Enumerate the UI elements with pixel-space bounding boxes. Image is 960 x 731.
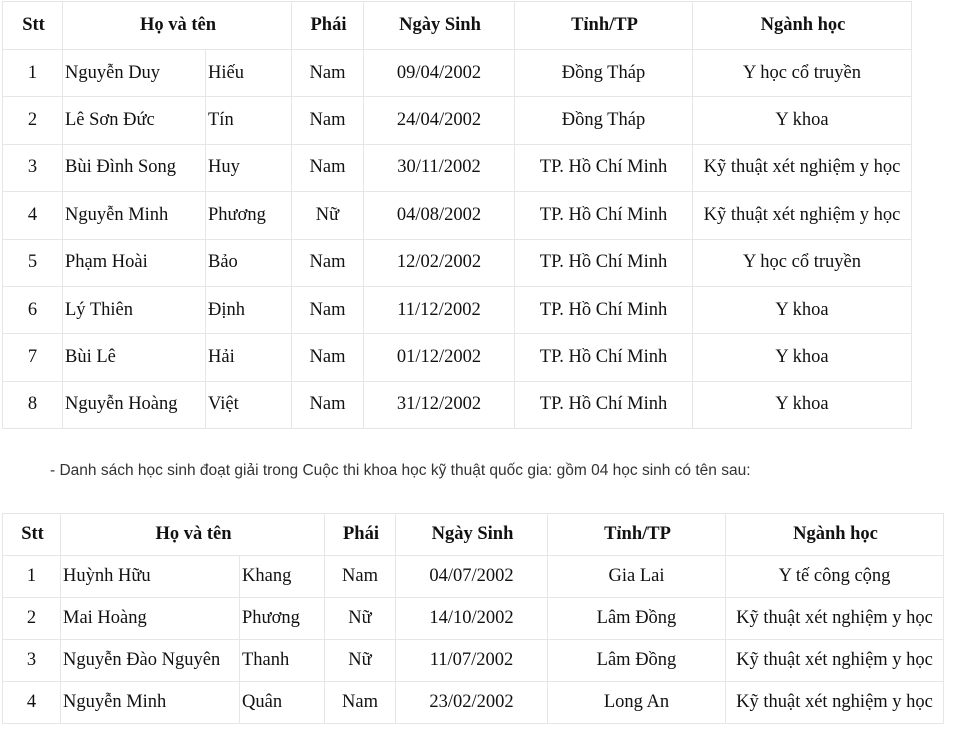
cell-phai: Nam [325,556,396,598]
cell-nganh-hoc: Y khoa [693,381,912,428]
cell-stt: 6 [3,286,63,333]
header-ngay-sinh: Ngày Sinh [364,2,515,50]
cell-phai: Nam [292,50,364,97]
cell-nganh-hoc: Y học cổ truyền [693,50,912,97]
cell-nganh-hoc: Kỹ thuật xét nghiệm y học [726,640,944,682]
cell-tinh-tp: TP. Hồ Chí Minh [515,286,693,333]
cell-nganh-hoc: Kỹ thuật xét nghiệm y học [726,682,944,724]
students-table-1 [2,1,912,429]
cell-stt: 3 [3,144,63,191]
cell-stt: 1 [3,50,63,97]
cell-tinh-tp: Long An [548,682,726,724]
header-nganh-hoc: Ngành học [693,2,912,50]
cell-stt: 4 [3,192,63,239]
cell-ho-dem: Nguyễn Hoàng [63,381,206,428]
table-row [3,50,912,97]
cell-stt: 4 [3,682,61,724]
cell-nganh-hoc: Kỹ thuật xét nghiệm y học [693,144,912,191]
cell-ten: Bảo [206,239,292,286]
cell-ngay-sinh: 24/04/2002 [364,97,515,144]
header-stt: Stt [3,514,61,556]
cell-ngay-sinh: 23/02/2002 [396,682,548,724]
cell-tinh-tp: TP. Hồ Chí Minh [515,192,693,239]
cell-stt: 2 [3,97,63,144]
table-row [3,97,912,144]
cell-stt: 3 [3,640,61,682]
table-row [3,144,912,191]
cell-ten: Huy [206,144,292,191]
header-tinh-tp: Tỉnh/TP [548,514,726,556]
cell-ho-dem: Bùi Lê [63,334,206,381]
cell-stt: 8 [3,381,63,428]
award-list-note: - Danh sách học sinh đoạt giải trong Cuộc thi khoa học kỹ thuật quốc gia: gồm 04 học sinh có tên sau: [50,462,751,479]
cell-phai: Nam [292,286,364,333]
students-table-2 [2,513,944,724]
cell-phai: Nam [292,334,364,381]
cell-ho-dem: Bùi Đình Song [63,144,206,191]
cell-ten: Hải [206,334,292,381]
cell-tinh-tp: Lâm Đồng [548,640,726,682]
cell-tinh-tp: TP. Hồ Chí Minh [515,381,693,428]
cell-ngay-sinh: 31/12/2002 [364,381,515,428]
table-row [3,334,912,381]
cell-ho-dem: Nguyễn Minh [63,192,206,239]
cell-ten: Hiếu [206,50,292,97]
table-row [3,286,912,333]
cell-ho-dem: Nguyễn Duy [63,50,206,97]
cell-ten: Quân [240,682,325,724]
cell-tinh-tp: Gia Lai [548,556,726,598]
table-row [3,556,944,598]
cell-tinh-tp: TP. Hồ Chí Minh [515,239,693,286]
cell-ngay-sinh: 11/07/2002 [396,640,548,682]
cell-ho-dem: Lý Thiên [63,286,206,333]
cell-nganh-hoc: Y khoa [693,334,912,381]
cell-stt: 2 [3,598,61,640]
cell-tinh-tp: TP. Hồ Chí Minh [515,144,693,191]
cell-ho-dem: Nguyễn Minh [61,682,240,724]
cell-tinh-tp: Đồng Tháp [515,97,693,144]
cell-phai: Nữ [292,192,364,239]
cell-stt: 5 [3,239,63,286]
cell-phai: Nữ [325,598,396,640]
cell-ho-dem: Phạm Hoài [63,239,206,286]
cell-ten: Thanh [240,640,325,682]
cell-phai: Nữ [325,640,396,682]
cell-nganh-hoc: Y khoa [693,286,912,333]
cell-nganh-hoc: Kỹ thuật xét nghiệm y học [726,598,944,640]
header-ho-va-ten: Họ và tên [63,2,292,50]
cell-ho-dem: Mai Hoàng [61,598,240,640]
cell-ngay-sinh: 14/10/2002 [396,598,548,640]
cell-phai: Nam [292,144,364,191]
table-row [3,598,944,640]
cell-nganh-hoc: Y học cổ truyền [693,239,912,286]
table-header-row [3,514,944,556]
cell-ten: Phương [240,598,325,640]
cell-nganh-hoc: Kỹ thuật xét nghiệm y học [693,192,912,239]
header-ngay-sinh: Ngày Sinh [396,514,548,556]
cell-ngay-sinh: 01/12/2002 [364,334,515,381]
cell-ho-dem: Lê Sơn Đức [63,97,206,144]
cell-ten: Phương [206,192,292,239]
table-row [3,381,912,428]
cell-ho-dem: Huỳnh Hữu [61,556,240,598]
header-phai: Phái [325,514,396,556]
cell-ten: Việt [206,381,292,428]
cell-ten: Khang [240,556,325,598]
table-row [3,682,944,724]
table-header-row [3,2,912,50]
cell-ngay-sinh: 04/07/2002 [396,556,548,598]
header-stt: Stt [3,2,63,50]
cell-tinh-tp: Đồng Tháp [515,50,693,97]
cell-stt: 1 [3,556,61,598]
cell-ten: Tín [206,97,292,144]
cell-phai: Nam [292,97,364,144]
cell-tinh-tp: Lâm Đồng [548,598,726,640]
cell-phai: Nam [292,239,364,286]
cell-ngay-sinh: 12/02/2002 [364,239,515,286]
cell-ho-dem: Nguyễn Đào Nguyên [61,640,240,682]
header-tinh-tp: Tỉnh/TP [515,2,693,50]
header-nganh-hoc: Ngành học [726,514,944,556]
cell-nganh-hoc: Y khoa [693,97,912,144]
cell-ngay-sinh: 04/08/2002 [364,192,515,239]
cell-ngay-sinh: 09/04/2002 [364,50,515,97]
header-ho-va-ten: Họ và tên [61,514,325,556]
table-row [3,239,912,286]
cell-tinh-tp: TP. Hồ Chí Minh [515,334,693,381]
cell-ngay-sinh: 11/12/2002 [364,286,515,333]
cell-phai: Nam [325,682,396,724]
header-phai: Phái [292,2,364,50]
cell-ten: Định [206,286,292,333]
table-row [3,192,912,239]
cell-stt: 7 [3,334,63,381]
cell-ngay-sinh: 30/11/2002 [364,144,515,191]
cell-nganh-hoc: Y tế công cộng [726,556,944,598]
table-row [3,640,944,682]
cell-phai: Nam [292,381,364,428]
